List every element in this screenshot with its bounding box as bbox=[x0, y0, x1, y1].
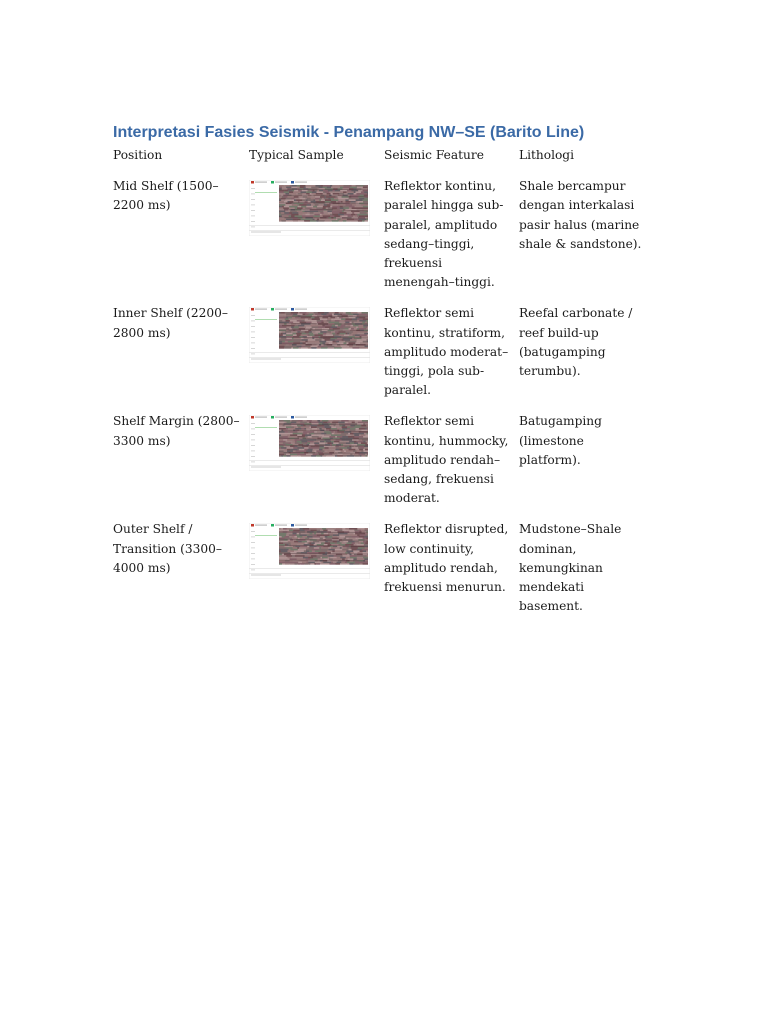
cell-seismic-feature: Reflektor kontinu, paralel hingga sub-paralel, amplitudo sedang–tinggi, frekuensi menengah–tinggi. bbox=[384, 179, 504, 290]
document-title: Interpretasi Fasies Seismik - Penampang NW–SE (Barito Line) bbox=[113, 124, 585, 141]
cell-position: Mid Shelf (1500–2200 ms) bbox=[113, 179, 219, 213]
seismic-sample-image bbox=[249, 523, 370, 579]
cell-lithology: Batugamping (limestone platform). bbox=[519, 414, 602, 467]
seismic-sample-image bbox=[249, 180, 370, 236]
cell-seismic-feature: Reflektor semi kontinu, hummocky, amplitudo rendah–sedang, frekuensi moderat. bbox=[384, 414, 509, 506]
table-row bbox=[109, 520, 649, 628]
cell-lithology: Shale bercampur dengan interkalasi pasir halus (marine shale & sandstone). bbox=[519, 179, 642, 251]
cell-lithology: Reefal carbonate / reef build-up (batugamping terumbu). bbox=[519, 306, 633, 379]
cell-sample bbox=[245, 177, 380, 304]
cell-seismic-feature: Reflektor semi kontinu, stratiform, amplitudo moderat–tinggi, pola sub-paralel. bbox=[384, 306, 509, 398]
table-row bbox=[109, 177, 649, 304]
header-lithology: Lithologi bbox=[519, 148, 575, 162]
header-seismic-feature: Seismic Feature bbox=[384, 148, 484, 162]
cell-lithology: Mudstone–Shale dominan, kemungkinan mendekati basement. bbox=[519, 522, 622, 614]
table-header-row bbox=[109, 146, 649, 177]
header-typical-sample: Typical Sample bbox=[249, 148, 344, 162]
cell-position: Outer Shelf / Transition (3300–4000 ms) bbox=[113, 522, 222, 575]
table-row bbox=[109, 412, 649, 520]
header-position: Position bbox=[113, 148, 163, 162]
seismic-sample-image bbox=[249, 415, 370, 471]
cell-sample bbox=[245, 304, 380, 412]
facies-table bbox=[109, 146, 649, 628]
table-row bbox=[109, 304, 649, 412]
cell-position: Shelf Margin (2800–3300 ms) bbox=[113, 414, 240, 448]
cell-seismic-feature: Reflektor disrupted, low continuity, amplitudo rendah, frekuensi menurun. bbox=[384, 522, 509, 595]
seismic-sample-image bbox=[249, 307, 370, 363]
cell-sample bbox=[245, 412, 380, 520]
cell-sample bbox=[245, 520, 380, 628]
cell-position: Inner Shelf (2200–2800 ms) bbox=[113, 306, 228, 340]
